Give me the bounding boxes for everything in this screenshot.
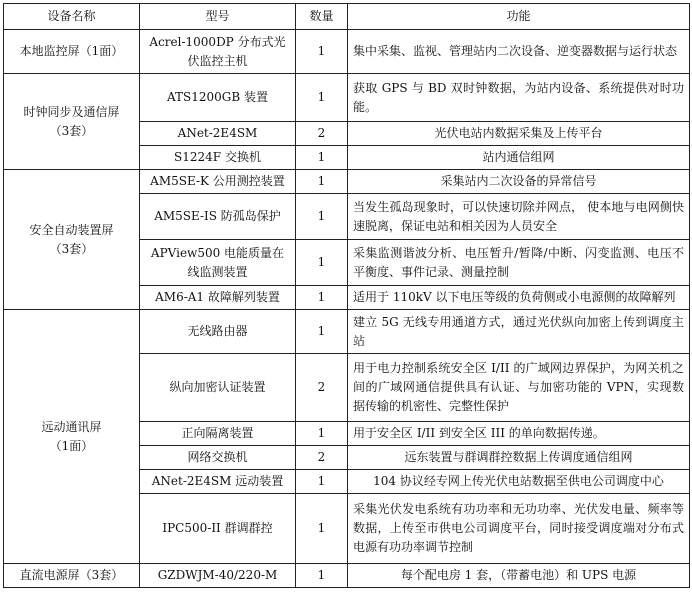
model-cell: AM5SE-IS 防孤岛保护 — [140, 194, 296, 240]
model-cell: ANet-2E4SM — [140, 122, 296, 146]
quantity-cell: 1 — [296, 564, 348, 588]
group-safety-automation-line1: 安全自动装置屏 — [29, 222, 114, 237]
function-cell: 用于安全区 I/II 到安全区 III 的单向数据传递。 — [348, 422, 690, 446]
model-cell: 纵向加密认证装置 — [140, 354, 296, 422]
group-clock-sync-line1: 时钟同步及通信屏 — [23, 104, 120, 119]
group-telecontrol-line2: （1面） — [49, 438, 94, 453]
model-cell: ATS1200GB 装置 — [140, 74, 296, 122]
header-function: 功能 — [348, 4, 690, 30]
quantity-cell: 1 — [296, 74, 348, 122]
function-cell: 采集站内二次设备的异常信号 — [348, 170, 690, 194]
function-cell: 采集光伏发电系统有功功率和无功功率、光伏发电量、频率等数据，上传至市供电公司调度平台，同时接受调度端对分布式电源有功功率调节控制 — [348, 494, 690, 564]
equipment-table — [3, 3, 690, 588]
function-cell: 每个配电房 1 套，（带蓄电池）和 UPS 电源 — [348, 564, 690, 588]
group-dc-power: 直流电源屏（3套） — [4, 564, 140, 588]
function-cell: 104 协议经专网上传光伏电站数据至供电公司调度中心 — [348, 470, 690, 494]
table-row — [4, 564, 690, 588]
model-cell: IPC500-II 群调群控 — [140, 494, 296, 564]
function-cell: 获取 GPS 与 BD 双时钟数据，为站内设备、系统提供对时功能。 — [348, 74, 690, 122]
function-cell: 适用于 110kV 以下电压等级的负荷侧或小电源侧的故障解列 — [348, 286, 690, 310]
quantity-cell: 1 — [296, 194, 348, 240]
group-safety-automation-line2: （3套） — [49, 241, 94, 256]
function-cell: 建立 5G 无线专用通道方式，通过光伏纵向加密上传到调度主站 — [348, 310, 690, 354]
table-row — [4, 30, 690, 74]
quantity-cell: 1 — [296, 146, 348, 170]
model-cell: AM5SE-K 公用测控装置 — [140, 170, 296, 194]
function-cell: 当发生孤岛现象时，可以快速切除并网点， 使本地与电网侧快速脱离，保证电站和相关因为人员安全 — [348, 194, 690, 240]
function-cell: 站内通信组网 — [348, 146, 690, 170]
quantity-cell: 1 — [296, 286, 348, 310]
group-telecontrol-line1: 远动通讯屏 — [41, 419, 102, 434]
group-clock-sync — [4, 74, 140, 170]
group-safety-automation — [4, 170, 140, 310]
function-cell: 采集监测谐波分析、电压暂升/暂降/中断、闪变监测、电压不平衡度、事件记录、测量控制 — [348, 240, 690, 286]
table-header-row — [4, 4, 690, 30]
model-cell: AM6-A1 故障解列装置 — [140, 286, 296, 310]
model-cell: 无线路由器 — [140, 310, 296, 354]
function-cell: 远东装置与群调群控数据上传调度通信组网 — [348, 446, 690, 470]
table-row — [4, 310, 690, 354]
quantity-cell: 1 — [296, 170, 348, 194]
model-cell: ANet-2E4SM 远动装置 — [140, 470, 296, 494]
quantity-cell: 1 — [296, 30, 348, 74]
quantity-cell: 1 — [296, 422, 348, 446]
group-clock-sync-line2: （3套） — [49, 123, 94, 138]
function-cell: 集中采集、监视、管理站内二次设备、逆变器数据与运行状态 — [348, 30, 690, 74]
function-cell: 光伏电站内数据采集及上传平台 — [348, 122, 690, 146]
header-device-name: 设备名称 — [4, 4, 140, 30]
header-quantity: 数量 — [296, 4, 348, 30]
model-cell: 正向隔离装置 — [140, 422, 296, 446]
quantity-cell: 1 — [296, 470, 348, 494]
table-row — [4, 170, 690, 194]
model-cell: APView500 电能质量在线监测装置 — [140, 240, 296, 286]
quantity-cell: 2 — [296, 354, 348, 422]
quantity-cell: 2 — [296, 446, 348, 470]
model-cell: Acrel-1000DP 分布式光伏监控主机 — [140, 30, 296, 74]
quantity-cell: 2 — [296, 122, 348, 146]
model-cell: GZDWJM-40/220-M — [140, 564, 296, 588]
function-cell: 用于电力控制系统安全区 I/II 的广域网边界保护，为网关机之间的广域网通信提供具有认证、与加密功能的 VPN，实现数据传输的机密性、完整性保护 — [348, 354, 690, 422]
header-model: 型号 — [140, 4, 296, 30]
quantity-cell: 1 — [296, 310, 348, 354]
table-row — [4, 74, 690, 122]
model-cell: 网络交换机 — [140, 446, 296, 470]
quantity-cell: 1 — [296, 240, 348, 286]
model-cell: S1224F 交换机 — [140, 146, 296, 170]
group-local-monitor: 本地监控屏（1面） — [4, 30, 140, 74]
quantity-cell: 1 — [296, 494, 348, 564]
group-telecontrol — [4, 310, 140, 564]
